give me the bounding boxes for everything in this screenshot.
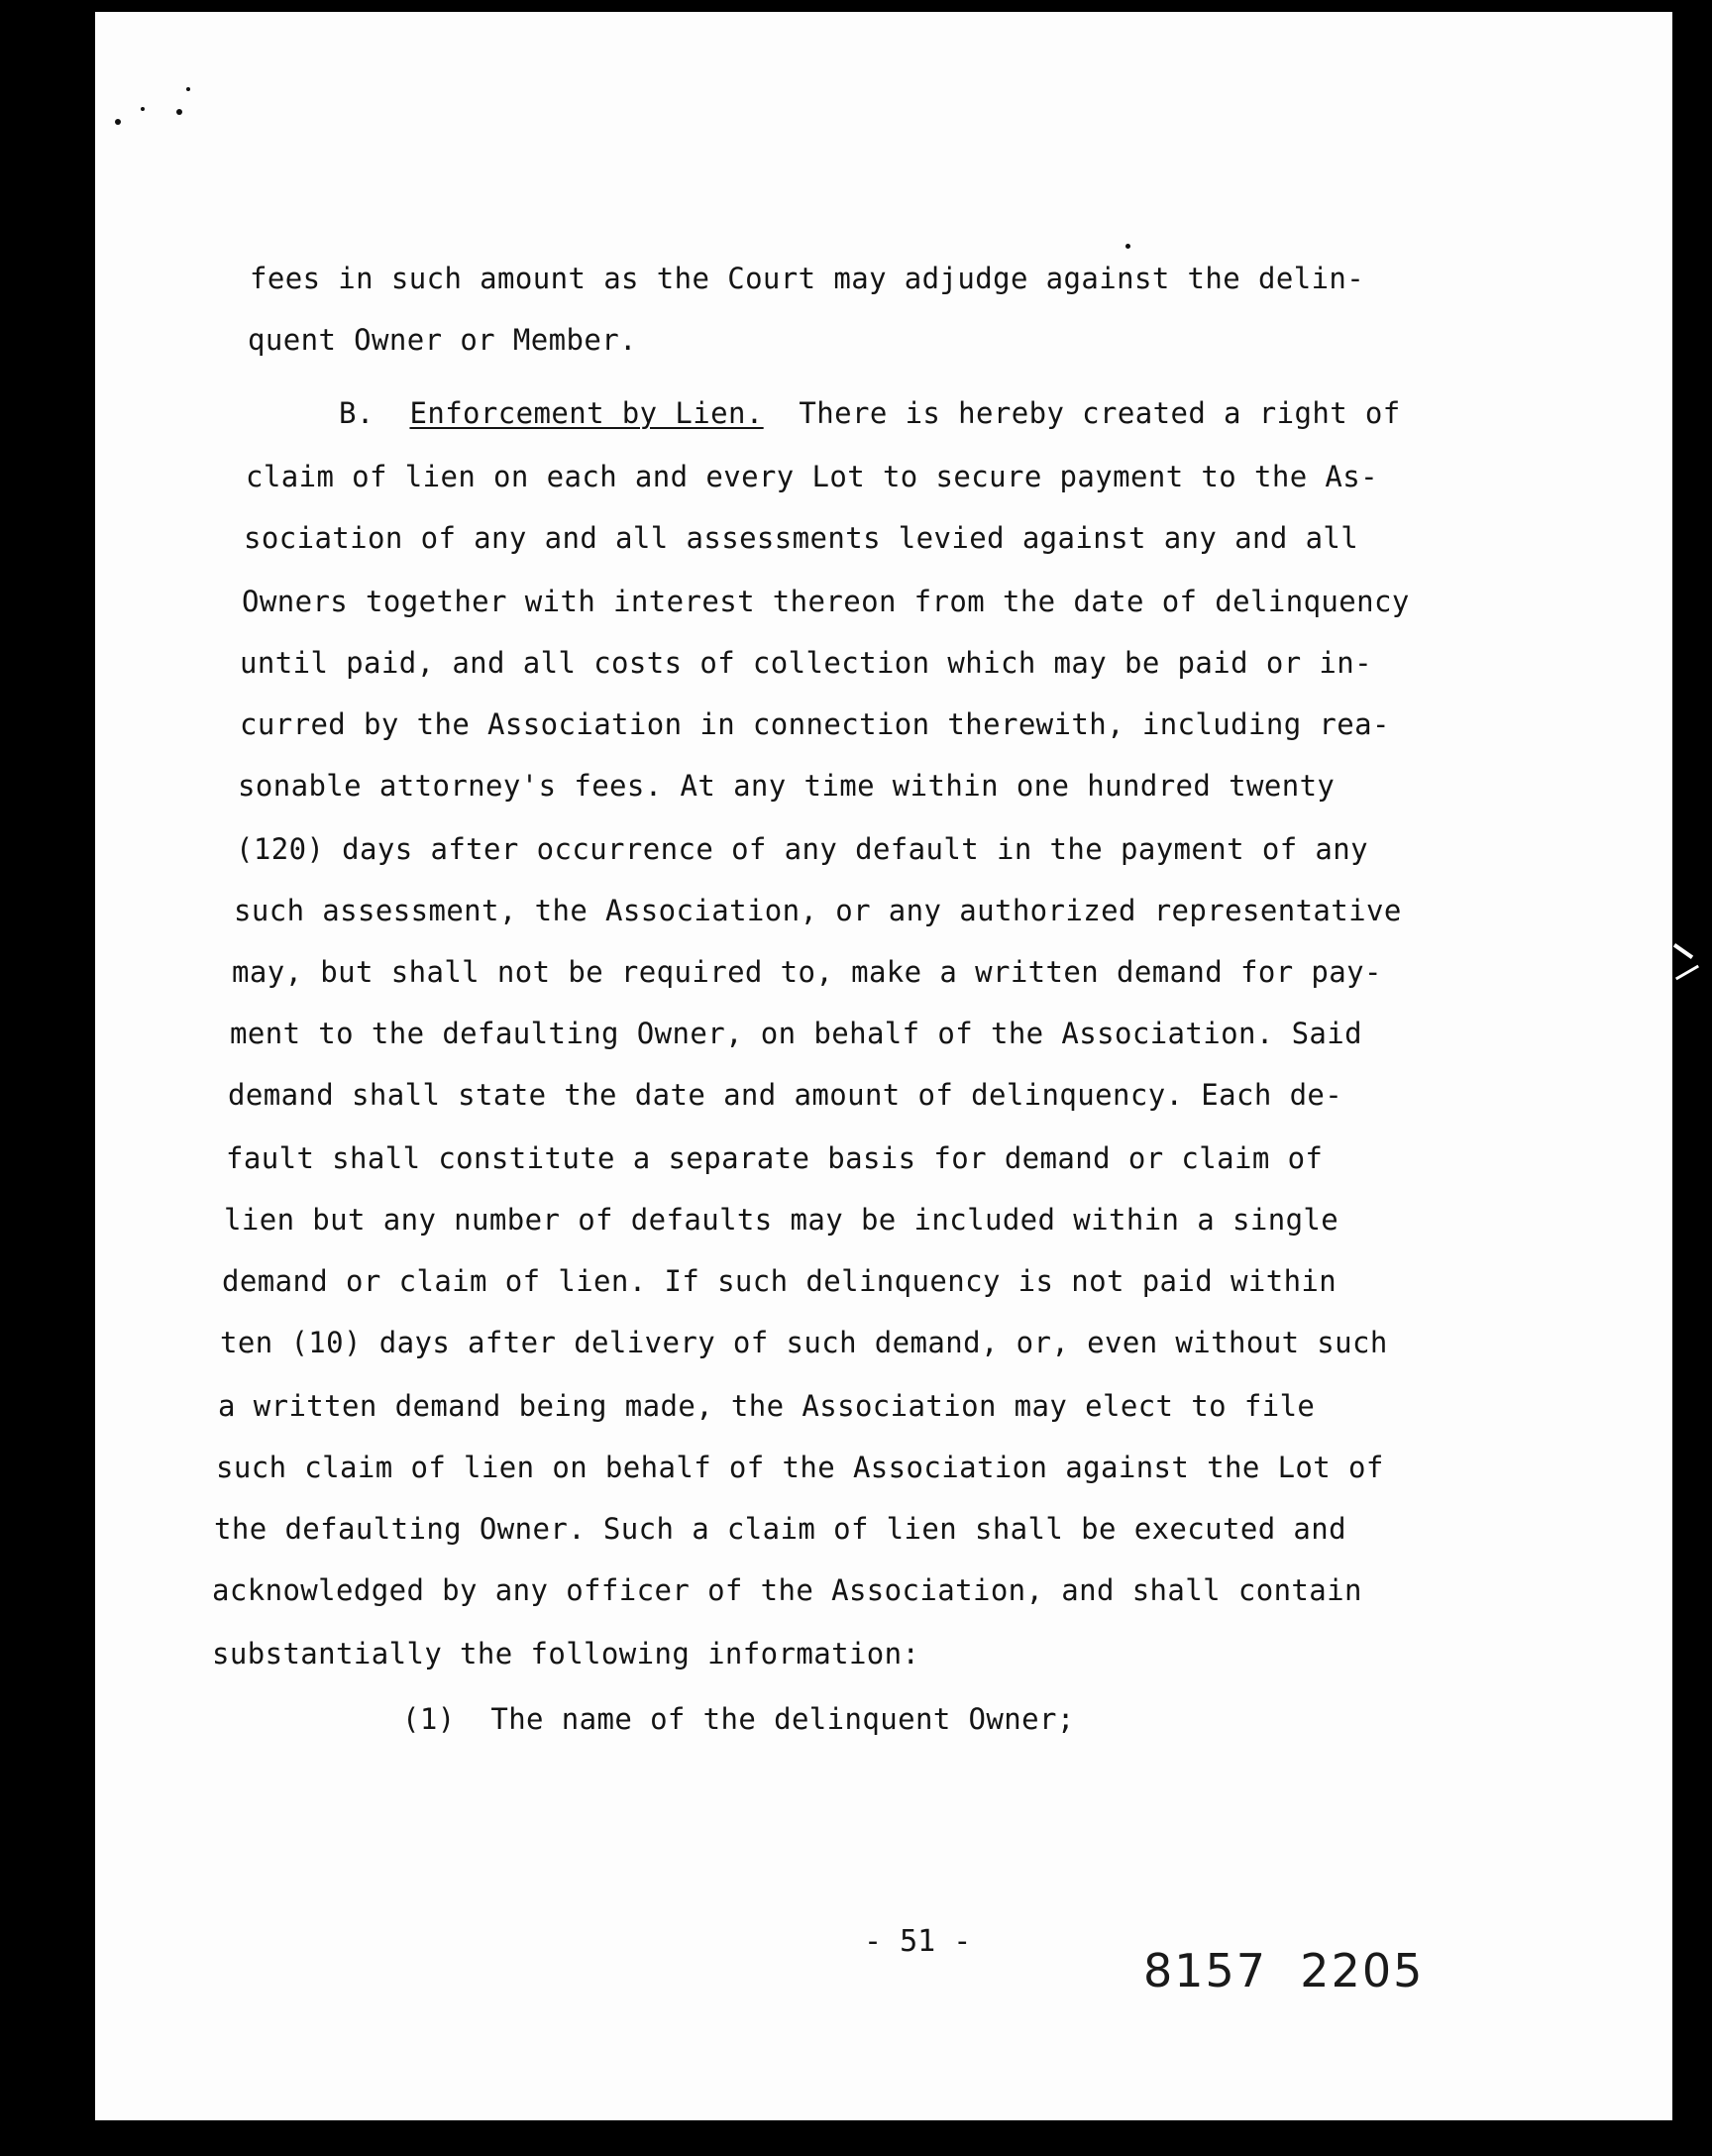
text-line-13: demand shall state the date and amount of delinquency. Each de- (228, 1078, 1343, 1112)
scan-speck (186, 87, 190, 91)
text-line-10: such assessment, the Association, or any authorized representative (234, 894, 1402, 927)
scan-edge-artifact (1673, 943, 1693, 959)
text-line-21: acknowledged by any officer of the Association, and shall contain (212, 1573, 1362, 1607)
list-item-text: The name of the delinquent Owner; (490, 1702, 1075, 1736)
text-line-4: sociation of any and all assessments levied against any and all (244, 521, 1359, 555)
section-b-label: B. (339, 396, 374, 430)
document-stamp-number: 8157 2205 (1143, 1944, 1425, 1997)
text-line-7: curred by the Association in connection therewith, including rea- (240, 707, 1390, 741)
text-line-22: substantially the following information: (212, 1637, 920, 1671)
text-line-15: lien but any number of defaults may be included within a single (224, 1203, 1339, 1237)
scan-edge-artifact (1675, 965, 1699, 981)
text-line-6: until paid, and all costs of collection which may be paid or in- (240, 646, 1373, 680)
text-line-18: a written demand being made, the Association may elect to file (218, 1389, 1316, 1423)
text-line-14: fault shall constitute a separate basis for demand or claim of (226, 1141, 1324, 1175)
text-line-1: fees in such amount as the Court may adjudge against the delin- (250, 262, 1365, 295)
text-line-9: (120) days after occurrence of any default in the payment of any (236, 832, 1369, 866)
section-b-first-line: There is hereby created a right of (799, 396, 1401, 430)
text-line-12: ment to the defaulting Owner, on behalf of the Association. Said (230, 1017, 1363, 1050)
text-line-5: Owners together with interest thereon from the date of delinquency (242, 585, 1410, 618)
scan-speck (115, 119, 121, 125)
scan-speck (176, 109, 182, 115)
text-line-17: ten (10) days after delivery of such demand, or, even without such (220, 1326, 1388, 1359)
text-line-11: may, but shall not be required to, make a written demand for pay- (232, 955, 1382, 989)
scan-speck (141, 107, 145, 111)
list-item-number: (1) (402, 1702, 456, 1736)
section-b-heading: Enforcement by Lien. (409, 396, 764, 430)
text-line-2: quent Owner or Member. (248, 323, 637, 357)
list-item-1 (402, 1702, 1075, 1736)
text-line-20: the defaulting Owner. Such a claim of lien shall be executed and (214, 1512, 1347, 1546)
text-line-16: demand or claim of lien. If such delinquency is not paid within (222, 1264, 1338, 1298)
text-line-8: sonable attorney's fees. At any time within one hundred twenty (238, 769, 1336, 803)
section-b-line (339, 396, 1401, 430)
text-line-3: claim of lien on each and every Lot to secure payment to the As- (246, 460, 1379, 493)
scan-speck (1125, 244, 1130, 249)
page-number: - 51 - (864, 1924, 972, 1959)
text-line-19: such claim of lien on behalf of the Association against the Lot of (216, 1451, 1384, 1484)
document-page (95, 12, 1672, 2120)
